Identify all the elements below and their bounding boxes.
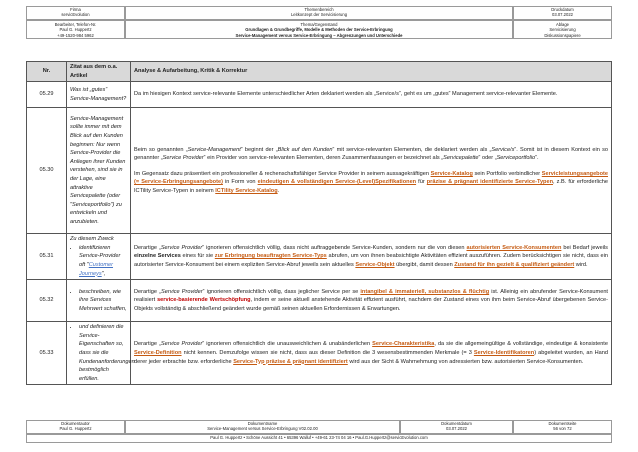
header-themen-value: Leitkonzept der Servicisierung — [290, 12, 348, 18]
col-header-zitat: Zitat aus dem o.a. Artikel — [67, 62, 131, 82]
row-analysis: Derartige „Service Provider“ ignorieren offensichtlich völlig, dass nicht auftraggebende Service-Kunden, sondern nur die von diesen autorisierten Service-Konsumenten bei Bedarf jeweils einzelne Services eines für sie zur Erbringung beauftragten Service-Typs abrufen, um von ihnen beabsichtigte Aktivitäten effizient auszuführen. Zudem berücksichtigen sie nicht, dass ein autorisierter Service-Konsument bei einem expliziten Service-Abruf jeweils sein aktuelles Service-Objekt übergibt, damit dessen Zustand für ihn gezielt & qualifiziert geändert wird. — [131, 234, 612, 280]
quote-bullet: • identifizieren Service-Provider oft "Customer Journeys", — [79, 244, 127, 278]
row-quote — [67, 322, 135, 385]
header-bearbeiter-cell — [26, 20, 125, 39]
table-row — [27, 280, 612, 322]
footer-name-value: Service-Management versus Service-Erbringung V02.02.00 — [207, 426, 318, 432]
row-quote — [67, 234, 131, 280]
header-ablage-cell — [513, 20, 612, 39]
header-bearbeiter-name: Paul G. Huppertz — [59, 27, 92, 33]
footer-contact-cell — [26, 434, 612, 443]
footer-seite-cell — [513, 420, 612, 434]
table-header-row — [27, 62, 612, 82]
analysis-paragraph: Beim so genannten „Service-Management“ beginnt der „Blick auf den Kunden“ mit service-relevanten Elementen, die deklariert werden als „Service/s“. Somit ist in diesem Kontext ein so genannter „Service Provider“ ein Provider von service-relevanten Elementen, deren Zusammenfassungen er bezeichnet als „Servicepalette“ oder „Serviceportfolio“. — [134, 146, 608, 162]
footer-autor-cell — [26, 420, 125, 434]
header-thema-line1: Grundlagen & Grundbegriffe, Modelle & Methoden der Service-Erbringung — [245, 27, 393, 33]
header-thema-line2: Service-Management versus Service-Erbringung – Abgrenzungen und Unterschiede — [235, 32, 403, 38]
header-firma-cell — [26, 6, 125, 20]
header-druck-cell — [513, 6, 612, 20]
row-quote: Service-Management sollte immer mit dem Blick auf den Kunden beginnen: Nur wenn Service-Provider die Anliegen ihrer Kunden verstehen, sind sie in der Lage, eine attraktive Servicepalette (oder "Serviceportfolio") zu entwickeln und anzubieten. — [67, 108, 131, 234]
row-analysis — [131, 108, 612, 234]
row-number: 05.29 — [27, 82, 67, 108]
footer-seite-value: 56 von 72 — [553, 426, 572, 432]
header-ablage-line1: Servicisierung — [549, 27, 576, 33]
footer-seite-label: Dokumentseite — [548, 421, 577, 426]
row-quote — [67, 280, 131, 322]
table-row — [27, 234, 612, 280]
header-thema-label: Thema/Gegenstand — [300, 22, 338, 27]
quote-bullet: • und definieren die Service-Eigenschaften so, dass sie die Kundenanforderungen bestmöglich erfüllen. — [79, 323, 127, 383]
row-number: 05.33 — [27, 322, 67, 385]
header-firma-label: Firma — [70, 7, 81, 12]
row-analysis: Da im hiesigen Kontext service-relevante Elemente unterschiedlicher Arten deklariert werden als „Service/s“, geht es um „gutes“ Management service-relevanter Elemente. — [131, 82, 612, 108]
footer-autor-label: Dokumentautor — [61, 421, 90, 426]
header-themen-cell — [125, 6, 513, 20]
header-thema-cell — [125, 20, 513, 39]
header-druck-label: Druckdatum — [551, 7, 574, 12]
row-number: 05.32 — [27, 280, 67, 322]
footer-autor-value: Paul G. Huppertz — [59, 426, 92, 432]
header-ablage-label: Ablage — [555, 22, 570, 27]
analysis-table — [26, 61, 612, 385]
table-row — [27, 82, 612, 108]
customer-journeys-link[interactable]: Customer Journeys — [79, 261, 114, 277]
table-row — [27, 322, 612, 385]
row-analysis: Derartige „Service Provider“ ignorieren offensichtlich völlig, dass jeglicher Service per se intangibel & immateriell, substanzlos & flüchtig ist. Alleinig ein abrufender Service-Konsument realisiert service-basierende Wertschöpfung, indem er seine aktuell anstehende Aktivität effizient ausführt, nachdem der Zustand eines von ihm beim Service-Abruf übergebenen Service-Objekts vollständig & abschließend geändert wurde gemäß seinen aktuellen Erfordernissen & Erwartungen. — [131, 280, 612, 322]
header-ablage-line2: Diskussionspapiere — [544, 32, 581, 38]
row-analysis: Derartige „Service Provider“ ignorieren offensichtlich die unausweichlichen & unabänderlichen Service-Charakteristika, da sie die allgemeingültige & vollständige, eindeutige & konsistente Service-Definition nicht kennen. Demzufolge wissen sie nicht, dass aus dieser Definition die 3 wesensbestimmenden Merkmale (= 3 Service-Identifikatoren) abgeleitet wurden, an Hand derer jeder erbrachte bzw. erforderliche Service-Typ präzise & prägnant identifiziert wird aus der Sicht & Wahrnehmung von adressierten bzw. autorisierten Service-Konsumenten. — [131, 322, 612, 385]
analysis-paragraph: Im Gegensatz dazu präsentiert ein professioneller & rechenschaftsfähiger Service Provider in seinem aussagekräftigen Service-Katalog sein Portfolio verbindlicher Servicleistungsangebote (= Service-Erbringungsangebote) in Form von eindeutigen & vollständigen Service-(Level)Spezifikationen für präzise & prägnant identifizierte Service-Typen, z.B. für erforderliche ICTility Service-Typen in seinem ICTility Service-Katalog. — [134, 170, 609, 195]
footer-name-cell — [125, 420, 400, 434]
quote-intro: Zu diesem Zweck — [70, 236, 114, 243]
footer-name-label: Dokumentname — [247, 421, 278, 426]
table-row — [27, 108, 612, 234]
footer-datum-cell — [400, 420, 513, 434]
row-quote: Was ist „gutes“ Service-Management? — [67, 82, 131, 108]
col-header-nr: Nr. — [27, 62, 67, 82]
row-number: 05.30 — [27, 108, 67, 234]
header-bearbeiter-label: Bearbeiter, Telefon-Nr. — [54, 22, 97, 27]
header-bearbeiter-phone: +49-1520-984 5962 — [57, 32, 94, 38]
header-themen-label: Themenbereich — [304, 7, 334, 12]
col-header-analyse: Analyse & Aufarbeitung, Kritik & Korrektur — [131, 62, 612, 82]
header-druck-value: 03.07.2022 — [552, 12, 573, 18]
header-firma-value: servicEvolution — [61, 12, 90, 18]
quote-bullet: • beschreiben, wie ihre Services Mehrwert schaffen, — [79, 288, 127, 314]
footer-contact: Paul G. Huppertz • Schöne Aussicht 41 • 65396 Walluf • +49-61 23-74 04 16 • Paul.G.Huppertz@servicEvolution.com — [210, 435, 428, 440]
footer-datum-label: Dokumentdatum — [441, 421, 472, 426]
footer-datum-value: 03.07.2022 — [446, 426, 467, 432]
row-number: 05.31 — [27, 234, 67, 280]
